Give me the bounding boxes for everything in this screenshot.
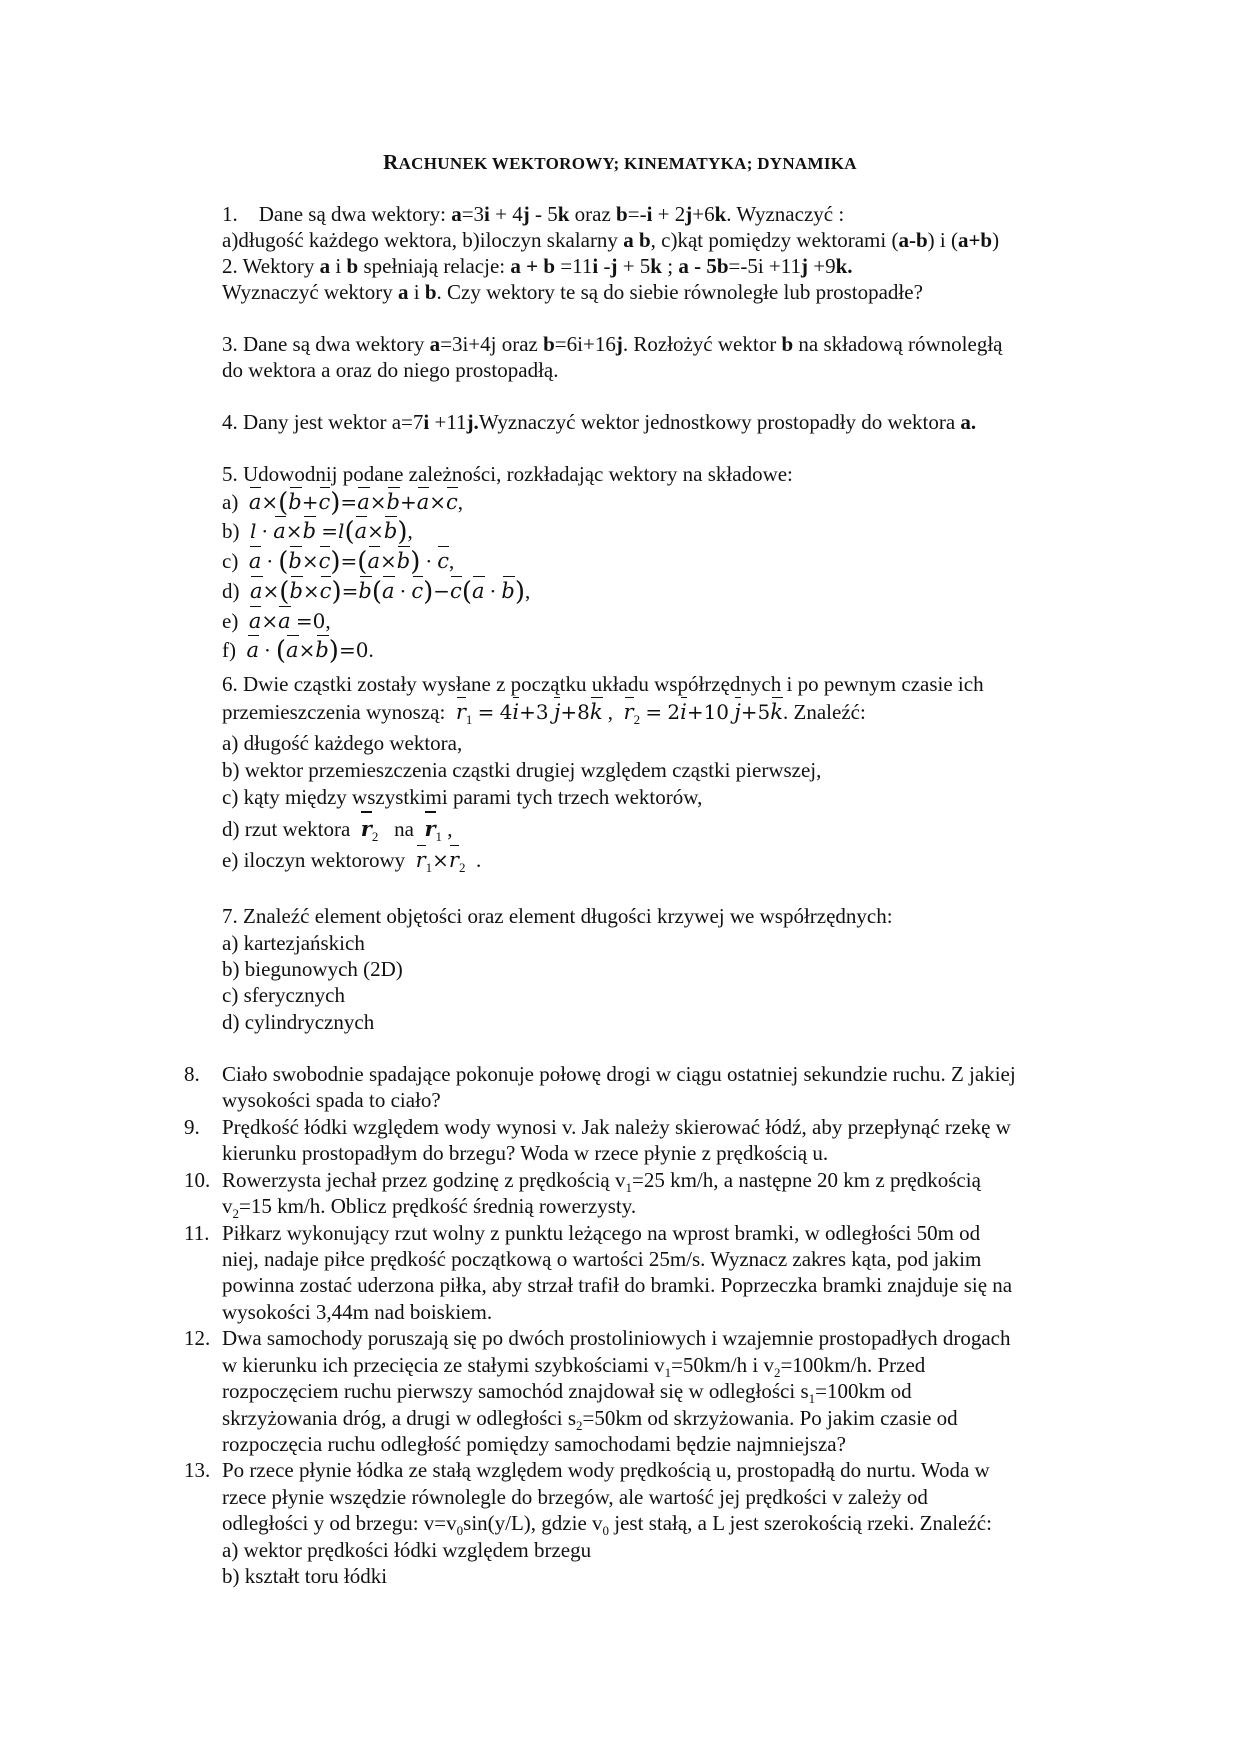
problem-12-number: 12. — [184, 1326, 211, 1350]
problem-10-number: 10. — [184, 1168, 211, 1192]
problem-8-number: 8. — [184, 1062, 200, 1086]
problem-6-item-a: a) długość każdego wektora, — [222, 731, 463, 755]
problem-9-number: 9. — [184, 1115, 200, 1139]
problem-7-intro: 7. Znaleźć element objętości oraz element długości krzywej we współrzędnych: — [222, 904, 893, 928]
problem-3-line-2: do wektora a oraz do niego prostopadłą. — [222, 358, 559, 382]
identity-f: f) a · (a×b)=0. — [222, 636, 374, 666]
problem-13-line-4: a) wektor prędkości łódki względem brzegu — [222, 1538, 592, 1562]
title-rest: ACHUNEK WEKTOROWY; KINEMATYKA; DYNAMIKA — [398, 154, 857, 173]
identity-d: d) a×(b×c)=b(a · c)−c(a · b), — [222, 577, 531, 607]
problem-6-line-2: przemieszczenia wynoszą: $r_1 = 4i+3$ j+8k , $r_2 = 2i+10$ j+5k. Znaleźć: — [222, 700, 866, 728]
problem-11-line-4: wysokości 3,44m nad boiskiem. — [222, 1300, 493, 1324]
problem-7-item-a: a) kartezjańskich — [222, 931, 365, 955]
problem-2-line-2: Wyznaczyć wektory a i b. Czy wektory te są do siebie równoległe lub prostopadłe? — [222, 280, 923, 304]
problem-11-line-2: niej, nadaje piłce prędkość początkową o wartości 25m/s. Wyznacz zakres kąta, pod jakim — [222, 1247, 982, 1271]
problem-11-line-1: Piłkarz wykonujący rzut wolny z punktu leżącego na wprost bramki, w odległości 50m od — [222, 1221, 981, 1245]
problem-11-line-3: powinna zostać uderzona piłka, aby strzał trafił do bramki. Poprzeczka bramki znajduje się na — [222, 1273, 1013, 1297]
problem-12-line-3: rozpoczęciem ruchu pierwszy samochód znajdował się w odległości $s_1=100km$ od — [222, 1379, 912, 1407]
problem-6-line-1: 6. Dwie cząstki zostały wysłane z początku układu współrzędnych i po pewnym czasie ich — [222, 672, 984, 696]
problem-1-line-2: a)długość każdego wektora, b)iloczyn skalarny a b, c)kąt pomiędzy wektorami (a-b) i (a+b) — [222, 228, 1000, 252]
identity-a: a) a×(b+c)=a×b+a×c, — [222, 488, 464, 518]
identity-c: c) a · (b×c)=(a×b) · c, — [222, 547, 455, 577]
problem-7-item-d: d) cylindrycznych — [222, 1010, 375, 1034]
problem-2-line-1: 2. Wektory a i b spełniają relacje: a + b =11i -j + 5k ; a - 5b=-5i +11j +9k. — [222, 254, 853, 278]
problem-5-intro: 5. Udowodnij podane zależności, rozkładając wektory na składowe: — [222, 462, 793, 486]
identity-b: b) l · a×b =l(a×b), — [222, 517, 413, 547]
problem-1-line-1: 1. Dane są dwa wektory: a=3i + 4j - 5k oraz b=-i + 2j+6k. Wyznaczyć : — [222, 202, 845, 226]
problem-7-item-c: c) sferycznych — [222, 983, 346, 1007]
problem-7-item-b: b) biegunowych (2D) — [222, 957, 403, 981]
problem-12-line-5: rozpoczęcia ruchu odległość pomiędzy samochodami będzie najmniejsza? — [222, 1432, 846, 1456]
problem-3-line-1: 3. Dane są dwa wektory a=3i+4j oraz b=6i+16j. Rozłożyć wektor b na składową równoległą — [222, 332, 1003, 356]
title-initial: R — [383, 150, 399, 174]
problem-13-line-3: odległości y od brzegu: $v=v_0\sin(y/L)$, gdzie $v_0$ jest stałą, a L jest szerokością rzeki. Znaleźć: — [222, 1511, 992, 1539]
problem-6-item-d: d) rzut wektora $r_2$ na $r_1$ , — [222, 816, 453, 845]
problem-13-number: 13. — [184, 1458, 211, 1482]
problem-6-item-b: b) wektor przemieszczenia cząstki drugiej względem cząstki pierwszej, — [222, 758, 822, 782]
problem-9-line-1: Prędkość łódki względem wody wynosi v. Jak należy skierować łódź, aby przepłynąć rzekę w — [222, 1115, 1011, 1139]
problem-8-line-1: Ciało swobodnie spadające pokonuje połowę drogi w ciągu ostatniej sekundzie ruchu. Z jakiej — [222, 1062, 1016, 1086]
problem-11-number: 11. — [184, 1221, 210, 1245]
identity-e: e) a×a =0, — [222, 607, 331, 636]
problem-12-line-1: Dwa samochody poruszają się po dwóch prostoliniowych i wzajemnie prostopadłych drogach — [222, 1326, 1011, 1350]
problem-13-line-1: Po rzece płynie łódka ze stałą względem wody prędkością u, prostopadłą do nurtu. Woda w — [222, 1458, 990, 1482]
problem-8-line-2: wysokości spada to ciało? — [222, 1088, 441, 1112]
problem-6-item-c: c) kąty między wszystkimi parami tych trzech wektorów, — [222, 785, 703, 809]
problem-13-line-2: rzece płynie wszędzie równolegle do brzegów, ale wartość jej prędkości v zależy od — [222, 1485, 928, 1509]
problem-12-line-2: w kierunku ich przecięcia ze stałymi szybkościami $v_1=50km/h$ i $v_2=100km/h$. Przed — [222, 1353, 926, 1381]
problem-12-line-4: skrzyżowania dróg, a drugi w odległości $s_2=50km$ od skrzyżowania. Po jakim czasie od — [222, 1406, 958, 1434]
problem-4: 4. Dany jest wektor a=7i +11j.Wyznaczyć wektor jednostkowy prostopadły do wektora a. — [222, 410, 977, 434]
problem-10-line-1: Rowerzysta jechał przez godzinę z prędkością $v_1=25$ km/h, a następne 20 km z prędkością — [222, 1168, 981, 1196]
problem-13-line-5: b) kształt toru łódki — [222, 1564, 388, 1588]
document-title — [0, 150, 1240, 175]
problem-9-line-2: kierunku prostopadłym do brzegu? Woda w rzece płynie z prędkością u. — [222, 1141, 829, 1165]
problem-10-line-2: $v_2=15$ km/h. Oblicz prędkość średnią rowerzysty. — [222, 1194, 637, 1222]
problem-6-item-e: e) iloczyn wektorowy $r_1\times r_2$ . — [222, 848, 482, 876]
